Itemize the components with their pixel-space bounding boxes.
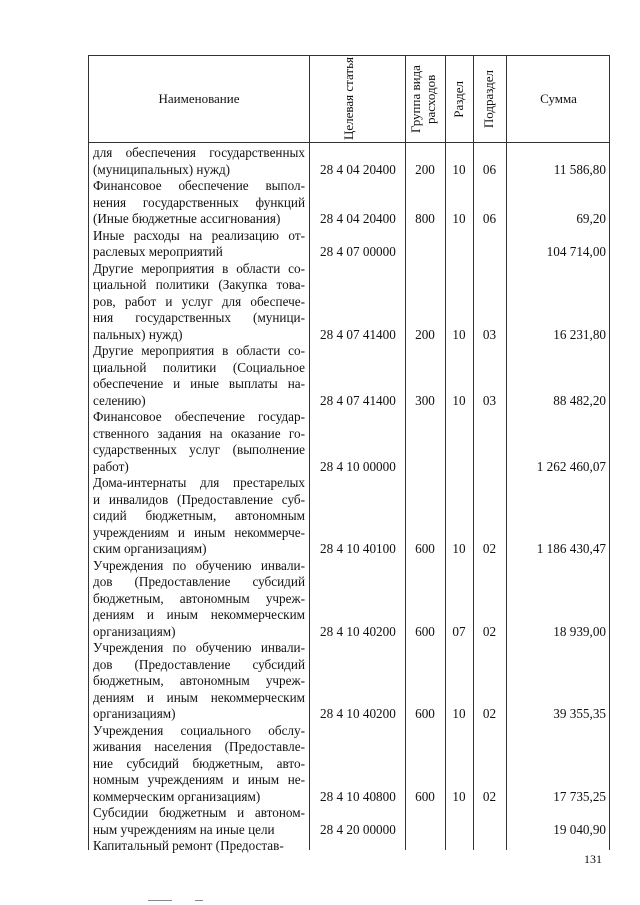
row-expense-group: 600 <box>415 541 435 556</box>
row-expense-group: 600 <box>415 706 435 721</box>
row-subsection: 06 <box>482 161 497 177</box>
header-target-article-label: Целевая статья <box>341 57 356 141</box>
row-name-line: ным учреждениям на иные цели <box>93 821 275 837</box>
row-sum: 11 586,80 <box>553 161 606 177</box>
row-target-article: 28 4 10 00000 <box>320 458 396 474</box>
row-target-article: 28 4 10 40200 <box>320 623 396 639</box>
row-name-line: организациям) <box>93 706 176 721</box>
row-subsection: 02 <box>482 788 497 804</box>
header-section-label: Раздел <box>450 80 466 118</box>
row-name <box>93 228 305 261</box>
row-name-line: циальной политики (Закупка това- <box>93 277 305 292</box>
row-target-article: 28 4 20 00000 <box>320 821 396 837</box>
row-sum: 19 040,90 <box>553 821 606 837</box>
scan-mark <box>195 900 203 901</box>
header-sum <box>506 56 611 142</box>
row-expense-group: 800 <box>415 211 435 226</box>
row-section: 10 <box>452 326 466 342</box>
row-name-line: (муниципальных) нужд) <box>93 161 231 177</box>
row-sum: 69,20 <box>576 211 606 226</box>
row-name-line: коммерческим организациям) <box>93 788 261 804</box>
row-expense-group: 200 <box>415 161 435 177</box>
row-name <box>93 723 305 806</box>
row-name <box>93 640 305 723</box>
column-divider <box>309 56 310 850</box>
row-target-article: 28 4 10 40200 <box>320 706 396 721</box>
row-name-line: Другие мероприятия в области со- <box>93 343 305 358</box>
row-name-line: номным учреждениям и иным не- <box>93 772 305 787</box>
row-name-line: Другие мероприятия в области со- <box>93 260 305 276</box>
row-target-article: 28 4 04 20400 <box>320 211 396 226</box>
row-name-line: дениям и иным некоммерческим <box>93 689 305 705</box>
row-name-line: пальных) нужд) <box>93 326 183 342</box>
header-section <box>445 56 473 142</box>
header-name-label: Наименование <box>158 90 240 106</box>
row-target-article: 28 4 04 20400 <box>320 161 396 177</box>
row-name-line: работ) <box>93 458 129 474</box>
row-name-line: ние субсидий бюджетным, авто- <box>93 755 305 771</box>
row-name-line: сударственных услуг (выполнение <box>93 442 305 457</box>
row-name-line: Капитальный ремонт (Предостав- <box>93 838 284 853</box>
header-expense-group-label: Группа вида расходов <box>408 65 438 133</box>
row-expense-group: 300 <box>415 392 435 408</box>
row-name-line: и инвалидов (Предоставление суб- <box>93 491 305 507</box>
row-section: 10 <box>452 392 466 408</box>
row-name <box>93 343 305 409</box>
row-name-line: Учреждения по обучению инвали- <box>93 640 305 655</box>
row-name <box>93 475 305 558</box>
row-sum: 1 262 460,07 <box>536 458 606 474</box>
row-name-line: ров, работ и услуг для обеспече- <box>93 293 305 309</box>
row-section: 10 <box>452 788 466 804</box>
row-sum: 18 939,00 <box>553 623 606 639</box>
row-target-article: 28 4 07 41400 <box>320 392 396 408</box>
row-subsection: 03 <box>482 326 497 342</box>
row-name-line: Иные расходы на реализацию от- <box>93 227 305 243</box>
row-target-article: 28 4 10 40100 <box>320 541 396 556</box>
row-sum: 17 735,25 <box>553 788 606 804</box>
row-sum: 16 231,80 <box>553 326 606 342</box>
row-sum: 1 186 430,47 <box>536 541 606 556</box>
row-name-line: живания населения (Предоставле- <box>93 739 305 754</box>
page-number: 131 <box>584 852 602 866</box>
row-name-line: раслевых мероприятий <box>93 244 223 259</box>
row-expense-group: 200 <box>415 326 435 342</box>
row-section: 10 <box>452 706 466 721</box>
row-name <box>93 805 305 838</box>
row-subsection: 02 <box>482 706 497 721</box>
row-subsection: 02 <box>482 623 497 639</box>
row-sum: 104 714,00 <box>546 244 606 259</box>
row-section: 07 <box>452 623 466 639</box>
row-name-line: дов (Предоставление субсидий <box>93 656 305 672</box>
header-sum-label: Сумма <box>540 90 577 106</box>
budget-table <box>88 55 610 853</box>
header-divider <box>89 142 609 143</box>
row-section: 10 <box>452 211 466 226</box>
header-expense-group <box>405 56 445 142</box>
row-name-line: Учреждения социального обслу- <box>93 722 305 738</box>
row-name-line: бюджетным, автономным учреж- <box>93 590 305 606</box>
row-subsection: 06 <box>482 211 497 226</box>
row-name-line: сидий бюджетным, автономным <box>93 508 305 523</box>
row-target-article: 28 4 07 00000 <box>320 244 396 259</box>
row-name-line: для обеспечения государственных <box>93 145 305 160</box>
row-name-line: нения государственных функций <box>93 194 305 210</box>
row-name-line: ния государственных (муници- <box>93 310 305 325</box>
row-name-line: обеспечение и иные выплаты на- <box>93 376 305 391</box>
row-name-line: циальной политики (Социальное <box>93 359 305 375</box>
row-section: 10 <box>452 161 466 177</box>
row-sum: 88 482,20 <box>553 392 606 408</box>
row-expense-group: 600 <box>415 623 435 639</box>
row-name <box>93 558 305 641</box>
row-name-line: учреждениям и иным некоммерче- <box>93 524 305 540</box>
row-name-line: селению) <box>93 392 146 408</box>
header-target-article <box>309 56 405 142</box>
row-name-line: Субсидии бюджетным и автоном- <box>93 805 305 820</box>
row-name <box>93 409 305 475</box>
row-name-line: дениям и иным некоммерческим <box>93 607 305 622</box>
row-name <box>93 838 305 855</box>
row-name-line: организациям) <box>93 623 176 639</box>
row-name-line: дов (Предоставление субсидий <box>93 574 305 589</box>
row-name-line: ственного задания на оказание го- <box>93 425 305 441</box>
row-subsection: 02 <box>482 541 497 556</box>
row-name <box>93 145 305 178</box>
row-name-line: (Иные бюджетные ассигнования) <box>93 211 281 226</box>
row-name <box>93 178 305 228</box>
row-name-line: Дома-интернаты для престарелых <box>93 475 305 490</box>
row-name-line: ским организациям) <box>93 541 207 556</box>
row-target-article: 28 4 07 41400 <box>320 326 396 342</box>
header-subsection <box>473 56 506 142</box>
row-name-line: Учреждения по обучению инвали- <box>93 557 305 573</box>
row-section: 10 <box>452 541 466 556</box>
row-expense-group: 600 <box>415 788 435 804</box>
row-name <box>93 261 305 344</box>
row-name-line: Финансовое обеспечение государ- <box>93 409 305 424</box>
row-name-line: Финансовое обеспечение выпол- <box>93 178 305 193</box>
row-name-line: бюджетным, автономным учреж- <box>93 673 305 688</box>
header-subsection-label: Подраздел <box>481 69 497 129</box>
row-sum: 39 355,35 <box>553 706 606 721</box>
row-subsection: 03 <box>482 392 497 408</box>
scan-mark <box>148 900 172 901</box>
header-name <box>89 56 309 142</box>
row-target-article: 28 4 10 40800 <box>320 788 396 804</box>
